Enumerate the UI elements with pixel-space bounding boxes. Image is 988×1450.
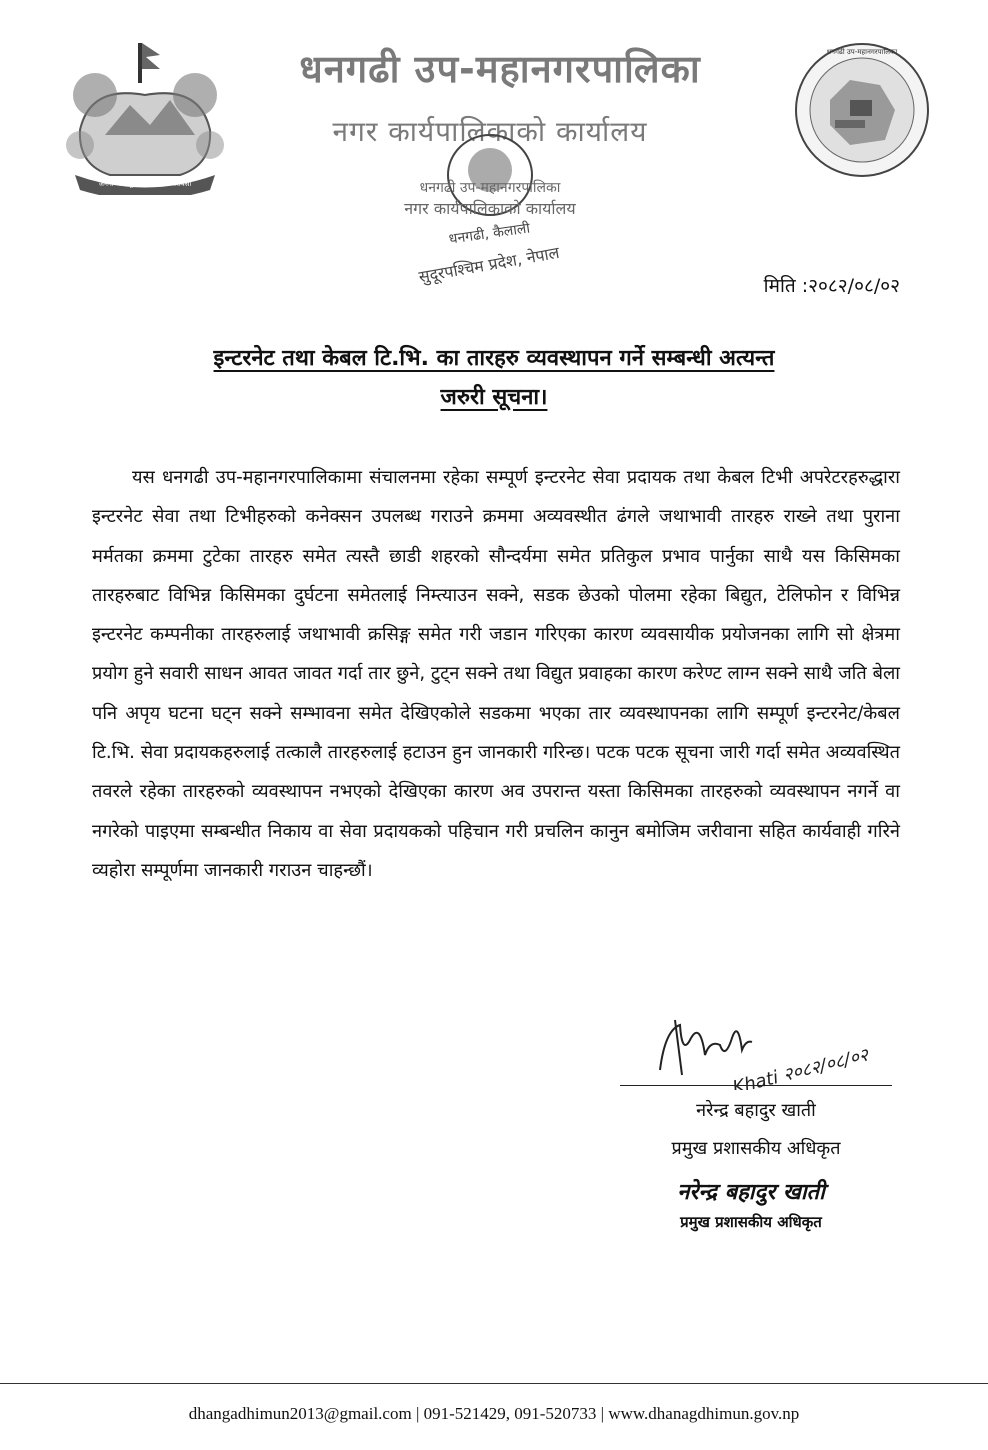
nepal-emblem-logo bbox=[50, 35, 240, 195]
notice-date: मिति :२०८२/०८/०२ bbox=[763, 275, 900, 297]
seal-text: धनगढी उप-महानगरपालिका bbox=[826, 48, 898, 56]
subject-line-1: इन्टरनेट तथा केबल टि.भि. का तारहरु व्यवस्थापन गर्ने सम्बन्धी अत्यन्त bbox=[213, 346, 775, 371]
notice-body: यस धनगढी उप-महानगरपालिकामा संचालनमा रहेका सम्पूर्ण इन्टरनेट सेवा प्रदायक तथा केबल टिभी अपरेटरहरुद्धारा इन्टरनेट सेवा तथा टिभीहरुको कनेक्सन उपलब्ध गराउने क्रममा अव्यवस्थीत ढंगले जथाभावी तारहरु राख्ने तथा पुराना मर्मतका क्रममा टुटेका तारहरु समेत त्यस्तै छाडी शहरको सौन्दर्यमा समेत प्रतिकुल प्रभाव पार्नुका साथै यस किसिमका तारहरुबाट विभिन्न किसिमका दुर्घटना समेतलाई निम्त्याउन सक्ने, सडक छेउको पोलमा रहेका बिद्युत, टेलिफोन र विभिन्न इन्टरनेट कम्पनीका तारहरुलाई जथाभावी क्रसिङ्ग समेत गरी जडान गरिएका कारण व्यवसायीक प्रयोजनका लागि सो क्षेत्रमा प्रयोग हुने सवारी साधन आवत जावत गर्दा तार छुने, टुट्न सक्ने तथा विद्युत प्रवाहका कारण करेण्ट लाग्न सक्ने साथै जति बेला पनि अपृय घटना घट्न सक्ने सम्भावना समेत देखिएकोले सडकमा भएका तार व्यवस्थापनका लागि सम्पूर्ण इन्टरनेट/केबल टि.भि. सेवा प्रदायकहरुलाई तत्कालै तारहरुलाई हटाउन हुन जानकारी गरिन्छ। पटक पटक सूचना जारी गर्दा समेत अव्यवस्थित तवरले रहेका तारहरुको व्यवस्थापन नभएको देखिएका कारण अव उपरान्त यस्ता किसिमका तारहरुको व्यवस्थापन नगर्ने वा नगरेको पाइएमा सम्बन्धीत निकाय वा सेवा प्रदायकको पहिचान गरी प्रचलिन कानुन बमोजिम जरीवाना सहित कार्यवाही गरिने व्यहोरा सम्पूर्णमा जानकारी गराउन चाहन्छौं। bbox=[92, 467, 900, 881]
role-stamp: प्रमुख प्रशासकीय अधिकृत bbox=[680, 1213, 822, 1231]
office-subtitle: नगर कार्यपालिकाको कार्यालय bbox=[332, 115, 648, 148]
municipality-title: धनगढी उप-महानगरपालिका bbox=[299, 47, 701, 91]
stamp-line1: धनगढी उप-महानगरपालिका bbox=[419, 180, 561, 196]
stamp-line4: सुदूरपश्चिम प्रदेश, नेपाल bbox=[417, 242, 561, 287]
notice-subject bbox=[80, 340, 908, 417]
signatory-name: नरेन्द्र बहादुर खाती bbox=[696, 1100, 816, 1121]
signature-line bbox=[620, 1085, 892, 1086]
signatory-role: प्रमुख प्रशासकीय अधिकृत bbox=[671, 1138, 841, 1159]
stamp-line3: धनगढी, कैलाली bbox=[447, 220, 531, 248]
name-stamp: नरेन्द्र बहादुर खाती bbox=[677, 1180, 825, 1205]
subject-line-2: जरुरी सूचना। bbox=[440, 384, 548, 410]
office-stamp bbox=[360, 120, 620, 300]
handwritten-signature bbox=[620, 1000, 900, 1090]
footer-divider bbox=[0, 1383, 988, 1384]
emblem-caption: जननी जन्मभूमिश्च स्वर्गादपि गरीयसी bbox=[98, 180, 192, 188]
footer-contact: dhangadhimun2013@gmail.com | 091-521429, 091-520733 | www.dhanagdhimun.gov.np bbox=[188, 1404, 800, 1423]
municipality-seal-logo bbox=[790, 40, 940, 180]
signature-text: Khati २०८२/०८/०२ bbox=[730, 1044, 871, 1090]
stamp-line2: नगर कार्यपालिकाको कार्यालय bbox=[404, 199, 576, 218]
